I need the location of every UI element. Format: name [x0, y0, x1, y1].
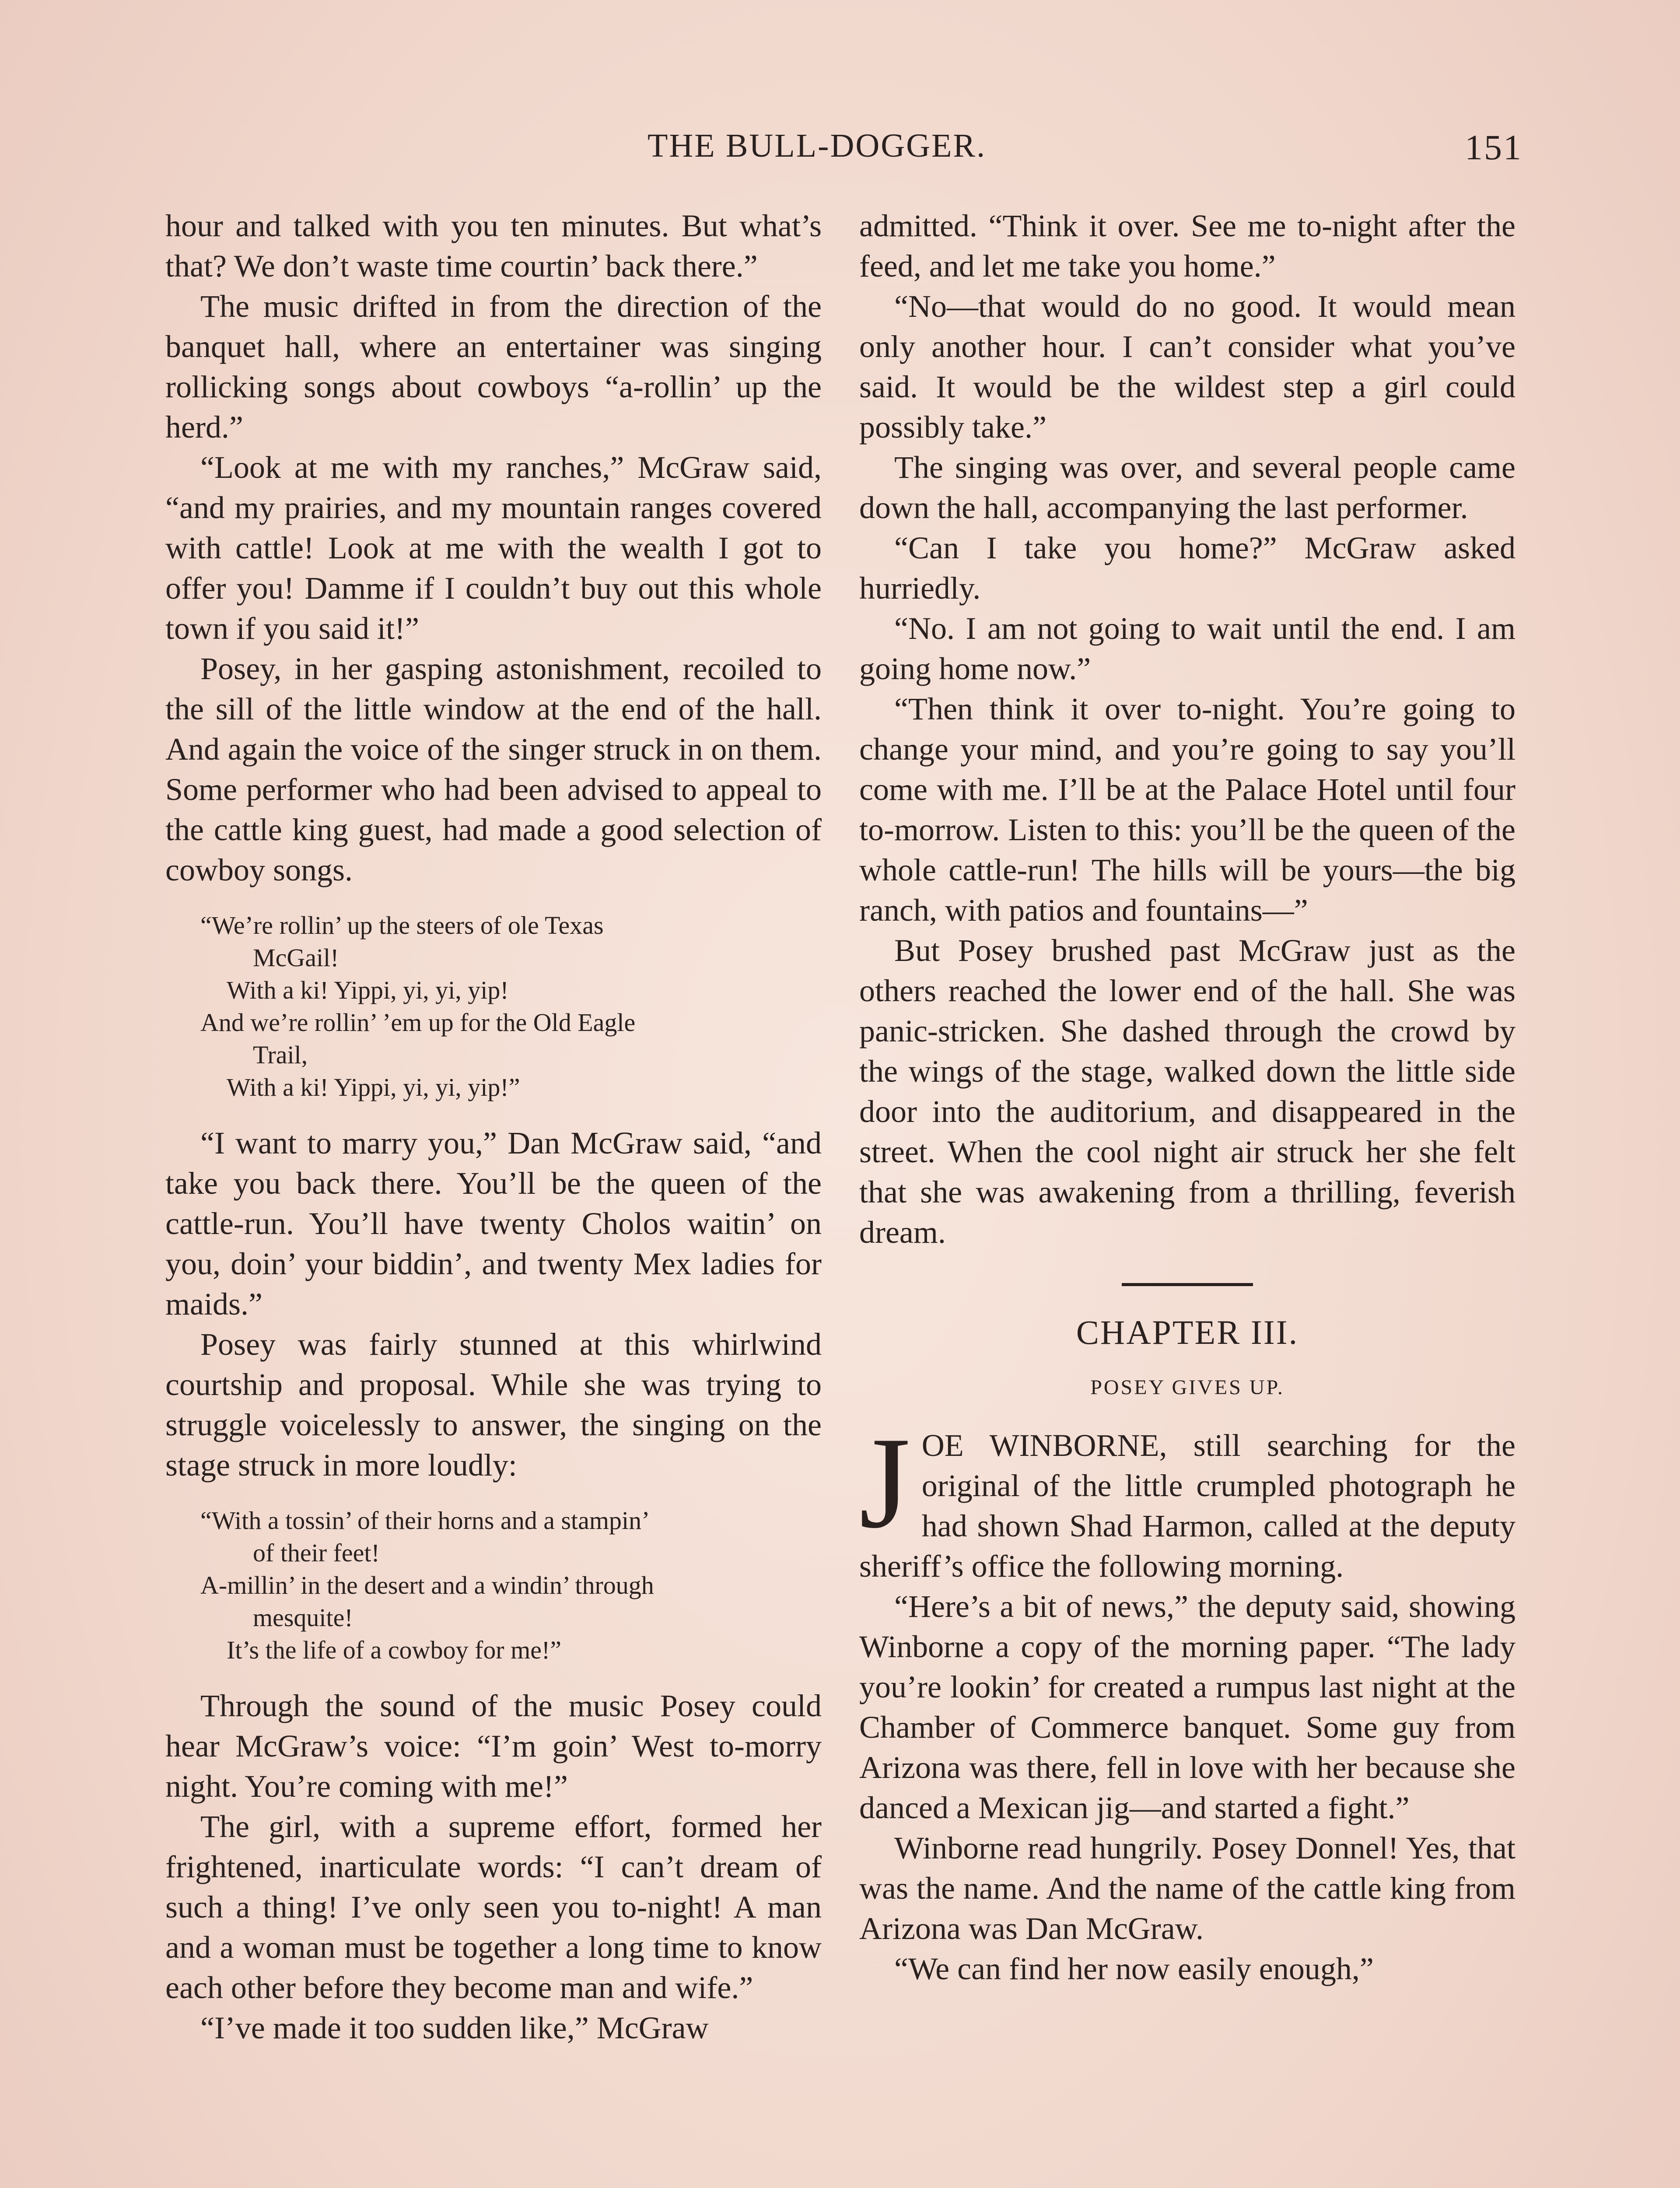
paragraph: “No—that would do no good. It would mean only another hour. I can’t consider what you’ve said. It would be the wildest step a girl could possibly take.” — [859, 289, 1516, 445]
verse-line: And we’re rollin’ ’em up for the Old Eagle — [200, 1008, 636, 1037]
paragraph: The girl, with a supreme effort, formed her frightened, inarticulate words: “I can’t dream of such a thing! I’ve only seen you to-night! A man and a woman must be together a long time to know each other before they become man and wife.” — [165, 1809, 822, 2005]
verse-line: of their feet! — [253, 1539, 380, 1567]
paragraph: Through the sound of the music Posey could hear McGraw’s voice: “I’m goin’ West to-morry night. You’re coming with me!” — [165, 1688, 822, 1804]
paragraph: “Here’s a bit of news,” the deputy said, showing Winborne a copy of the morning paper. “The lady you’re lookin’ for created a rumpus last night at the Chamber of Commerce banquet. Some guy from Arizona was there, fell in love with her because she danced a Mexican jig—and started a fight.” — [859, 1589, 1516, 1825]
verse-line: mesquite! — [253, 1603, 353, 1632]
paragraph: admitted. “Think it over. See me to-night after the feed, and let me take you home.” — [859, 208, 1516, 284]
paragraph: Posey was fairly stunned at this whirlwind courtship and proposal. While she was trying to struggle voicelessly to answer, the singing on the stage struck in more loudly: — [165, 1327, 822, 1483]
chapter-title: CHAPTER III. — [1076, 1313, 1299, 1351]
chapter-opening — [859, 1410, 1516, 1586]
paragraph: Posey, in her gasping astonishment, recoiled to the sill of the little window at the end of the hall. And again the voice of the singer struck in on them. Some performer who had been advised to appeal to the cattle king guest, had made a good selection of cowboy songs. — [165, 651, 822, 887]
verse-line: It’s the life of a cowboy for me!” — [227, 1636, 561, 1664]
right-column — [859, 206, 1516, 1989]
chapter-subtitle: POSEY GIVES UP. — [1090, 1376, 1284, 1399]
song-verse — [200, 1504, 822, 1666]
paragraph: “I want to marry you,” Dan McGraw said, “and take you back there. You’ll be the queen of the cattle-run. You’ll have twenty Cholos waitin’ on you, doin’ your biddin’, and twenty Mex ladies for maids.” — [165, 1126, 822, 1322]
verse-line: “With a tossin’ of their horns and a stampin’ — [200, 1506, 650, 1535]
paragraph: “I’ve made it too sudden like,” McGraw — [200, 2010, 709, 2045]
verse-line: With a ki! Yippi, yi, yi, yip!” — [227, 1073, 520, 1101]
page-number: 151 — [1465, 127, 1522, 167]
paragraph: But Posey brushed past McGraw just as the others reached the lower end of the hall. She was panic-stricken. She dashed through the crowd by the wings of the stage, walked down the little side door into the auditorium, and disappeared in the street. When the cool night air struck her she felt that she was awakening from a thrilling, feverish dream. — [859, 933, 1516, 1250]
running-header — [166, 127, 1522, 179]
paragraph: OE WINBORNE, still searching for the original of the little crumpled photograph he had shown Shad Harmon, called at the deputy sheriff’s office the following morning. — [859, 1428, 1516, 1584]
song-verse — [200, 909, 822, 1104]
paragraph: Winborne read hungrily. Posey Donnel! Yes, that was the name. And the name of the cattle king from Arizona was Dan McGraw. — [859, 1830, 1516, 1946]
verse-line: Trail, — [253, 1041, 308, 1069]
paragraph: “Then think it over to-night. You’re going to change your mind, and you’re going to say you’ll come with me. I’ll be at the Palace Hotel until four to-morrow. Listen to this: you’ll be the queen of the whole cattle-run! The hills will be yours—the big ranch, with patios and fountains—” — [859, 691, 1516, 928]
paragraph: “No. I am not going to wait until the end. I am going home now.” — [859, 611, 1516, 686]
paragraph: “Look at me with my ranches,” McGraw said, “and my prairies, and my mountain ranges covered with cattle! Look at me with the wealth I got to offer you! Damme if I couldn’t buy out this whole town if you said it!” — [165, 450, 822, 646]
drop-cap: J — [859, 1410, 910, 1555]
paragraph: hour and talked with you ten minutes. But what’s that? We don’t waste time courtin’ back there.” — [165, 208, 822, 284]
paragraph: The singing was over, and several people came down the hall, accompanying the last performer. — [859, 450, 1516, 525]
left-column — [165, 206, 822, 2048]
paragraph: The music drifted in from the direction of the banquet hall, where an entertainer was singing rollicking songs about cowboys “a-rollin’ up the herd.” — [165, 289, 822, 445]
verse-line: With a ki! Yippi, yi, yi, yip! — [227, 976, 509, 1004]
running-title: THE BULL-DOGGER. — [648, 127, 987, 164]
verse-line: A-millin’ in the desert and a windin’ through — [200, 1571, 654, 1599]
verse-line: “We’re rollin’ up the steers of ole Texas — [200, 911, 604, 940]
section-divider — [1122, 1283, 1253, 1286]
verse-line: McGail! — [253, 943, 339, 972]
paragraph: “We can find her now easily enough,” — [894, 1951, 1374, 1986]
paragraph: “Can I take you home?” McGraw asked hurriedly. — [859, 530, 1516, 606]
